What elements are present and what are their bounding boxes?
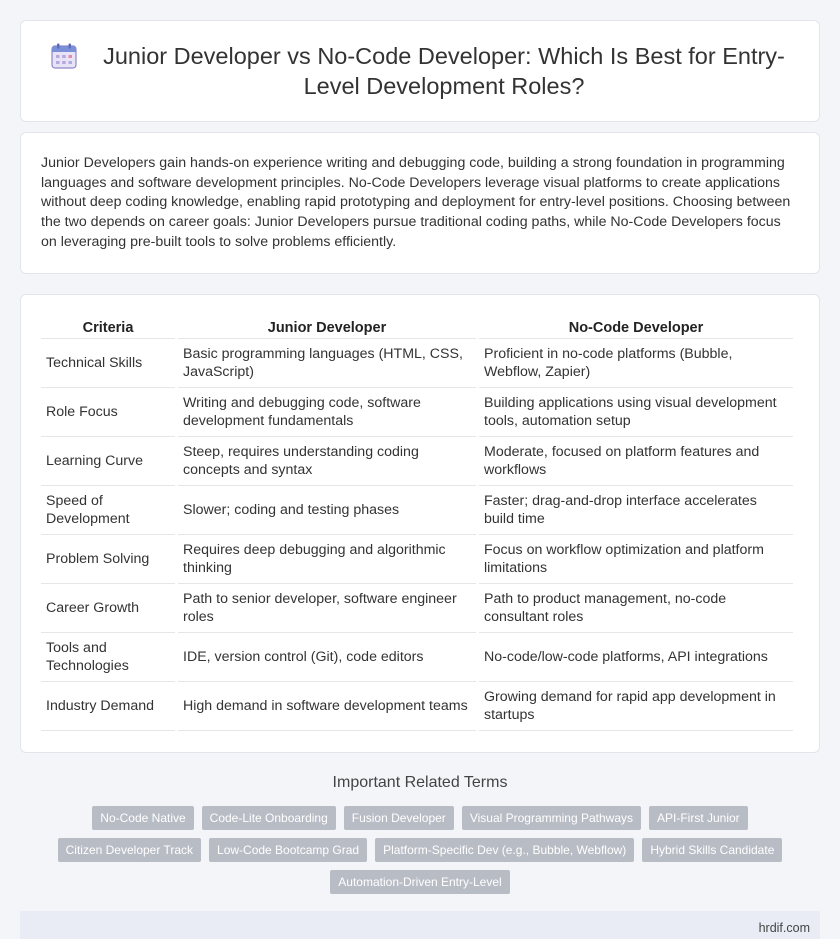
page-title: Junior Developer vs No-Code Developer: Which Is Best for Entry-Level Development Roles? — [103, 43, 785, 99]
table-row — [41, 535, 793, 584]
related-term-tag[interactable]: Visual Programming Pathways — [462, 806, 641, 830]
junior-cell: Requires deep debugging and algorithmic thinking — [178, 535, 476, 584]
junior-cell: Basic programming languages (HTML, CSS, JavaScript) — [178, 339, 476, 388]
criteria-cell: Role Focus — [41, 388, 175, 437]
criteria-cell: Technical Skills — [41, 339, 175, 388]
related-term-tag[interactable]: Platform-Specific Dev (e.g., Bubble, Webflow) — [375, 838, 634, 862]
criteria-cell: Tools and Technologies — [41, 633, 175, 682]
table-row — [41, 339, 793, 388]
table-row — [41, 633, 793, 682]
intro-card — [20, 132, 820, 274]
table-row — [41, 437, 793, 486]
header-criteria: Criteria — [41, 313, 175, 339]
calendar-icon — [51, 43, 77, 69]
criteria-cell: Learning Curve — [41, 437, 175, 486]
table-row — [41, 388, 793, 437]
related-term-tag[interactable]: Fusion Developer — [344, 806, 454, 830]
comparison-table — [38, 313, 796, 731]
header-junior-developer: Junior Developer — [178, 313, 476, 339]
related-term-tag[interactable]: Low-Code Bootcamp Grad — [209, 838, 367, 862]
related-term-tag[interactable]: Citizen Developer Track — [58, 838, 201, 862]
related-terms-title: Important Related Terms — [332, 774, 508, 791]
related-term-tag[interactable]: Automation-Driven Entry-Level — [330, 870, 509, 894]
junior-cell: High demand in software development teams — [178, 682, 476, 731]
related-term-tag[interactable]: Code-Lite Onboarding — [202, 806, 336, 830]
nocode-cell: Proficient in no-code platforms (Bubble, Webflow, Zapier) — [479, 339, 793, 388]
nocode-cell: Focus on workflow optimization and platform limitations — [479, 535, 793, 584]
footer-site-link[interactable]: hrdif.com — [758, 921, 810, 935]
table-header-row — [41, 313, 793, 339]
junior-cell: Writing and debugging code, software development fundamentals — [178, 388, 476, 437]
related-terms-section — [0, 774, 840, 894]
related-terms-tags — [0, 806, 840, 894]
nocode-cell: Faster; drag-and-drop interface accelerates build time — [479, 486, 793, 535]
criteria-cell: Speed of Development — [41, 486, 175, 535]
comparison-table-card — [20, 294, 820, 753]
table-row — [41, 486, 793, 535]
criteria-cell: Career Growth — [41, 584, 175, 633]
junior-cell: Steep, requires understanding coding concepts and syntax — [178, 437, 476, 486]
related-term-tag[interactable]: API-First Junior — [649, 806, 748, 830]
junior-cell: Slower; coding and testing phases — [178, 486, 476, 535]
criteria-cell: Industry Demand — [41, 682, 175, 731]
nocode-cell: Path to product management, no-code consultant roles — [479, 584, 793, 633]
related-term-tag[interactable]: No-Code Native — [92, 806, 193, 830]
header-no-code-developer: No-Code Developer — [479, 313, 793, 339]
criteria-cell: Problem Solving — [41, 535, 175, 584]
footer — [20, 911, 820, 939]
title-wrap — [51, 41, 789, 101]
table-row — [41, 584, 793, 633]
table-row — [41, 682, 793, 731]
junior-cell: IDE, version control (Git), code editors — [178, 633, 476, 682]
related-term-tag[interactable]: Hybrid Skills Candidate — [642, 838, 782, 862]
junior-cell: Path to senior developer, software engineer roles — [178, 584, 476, 633]
nocode-cell: Building applications using visual development tools, automation setup — [479, 388, 793, 437]
nocode-cell: Moderate, focused on platform features and workflows — [479, 437, 793, 486]
intro-paragraph: Junior Developers gain hands-on experience writing and debugging code, building a strong foundation in programming languages and software development principles. No-Code Developers leverage visual platforms to create applications without deep coding knowledge, enabling rapid prototyping and deployment for entry-level positions. Choosing between the two depends on career goals: Junior Developers pursue traditional coding paths, while No-Code Developers focus on leveraging pre-built tools to solve problems efficiently. — [41, 155, 791, 250]
nocode-cell: No-code/low-code platforms, API integrations — [479, 633, 793, 682]
title-card — [20, 20, 820, 122]
nocode-cell: Growing demand for rapid app development in startups — [479, 682, 793, 731]
